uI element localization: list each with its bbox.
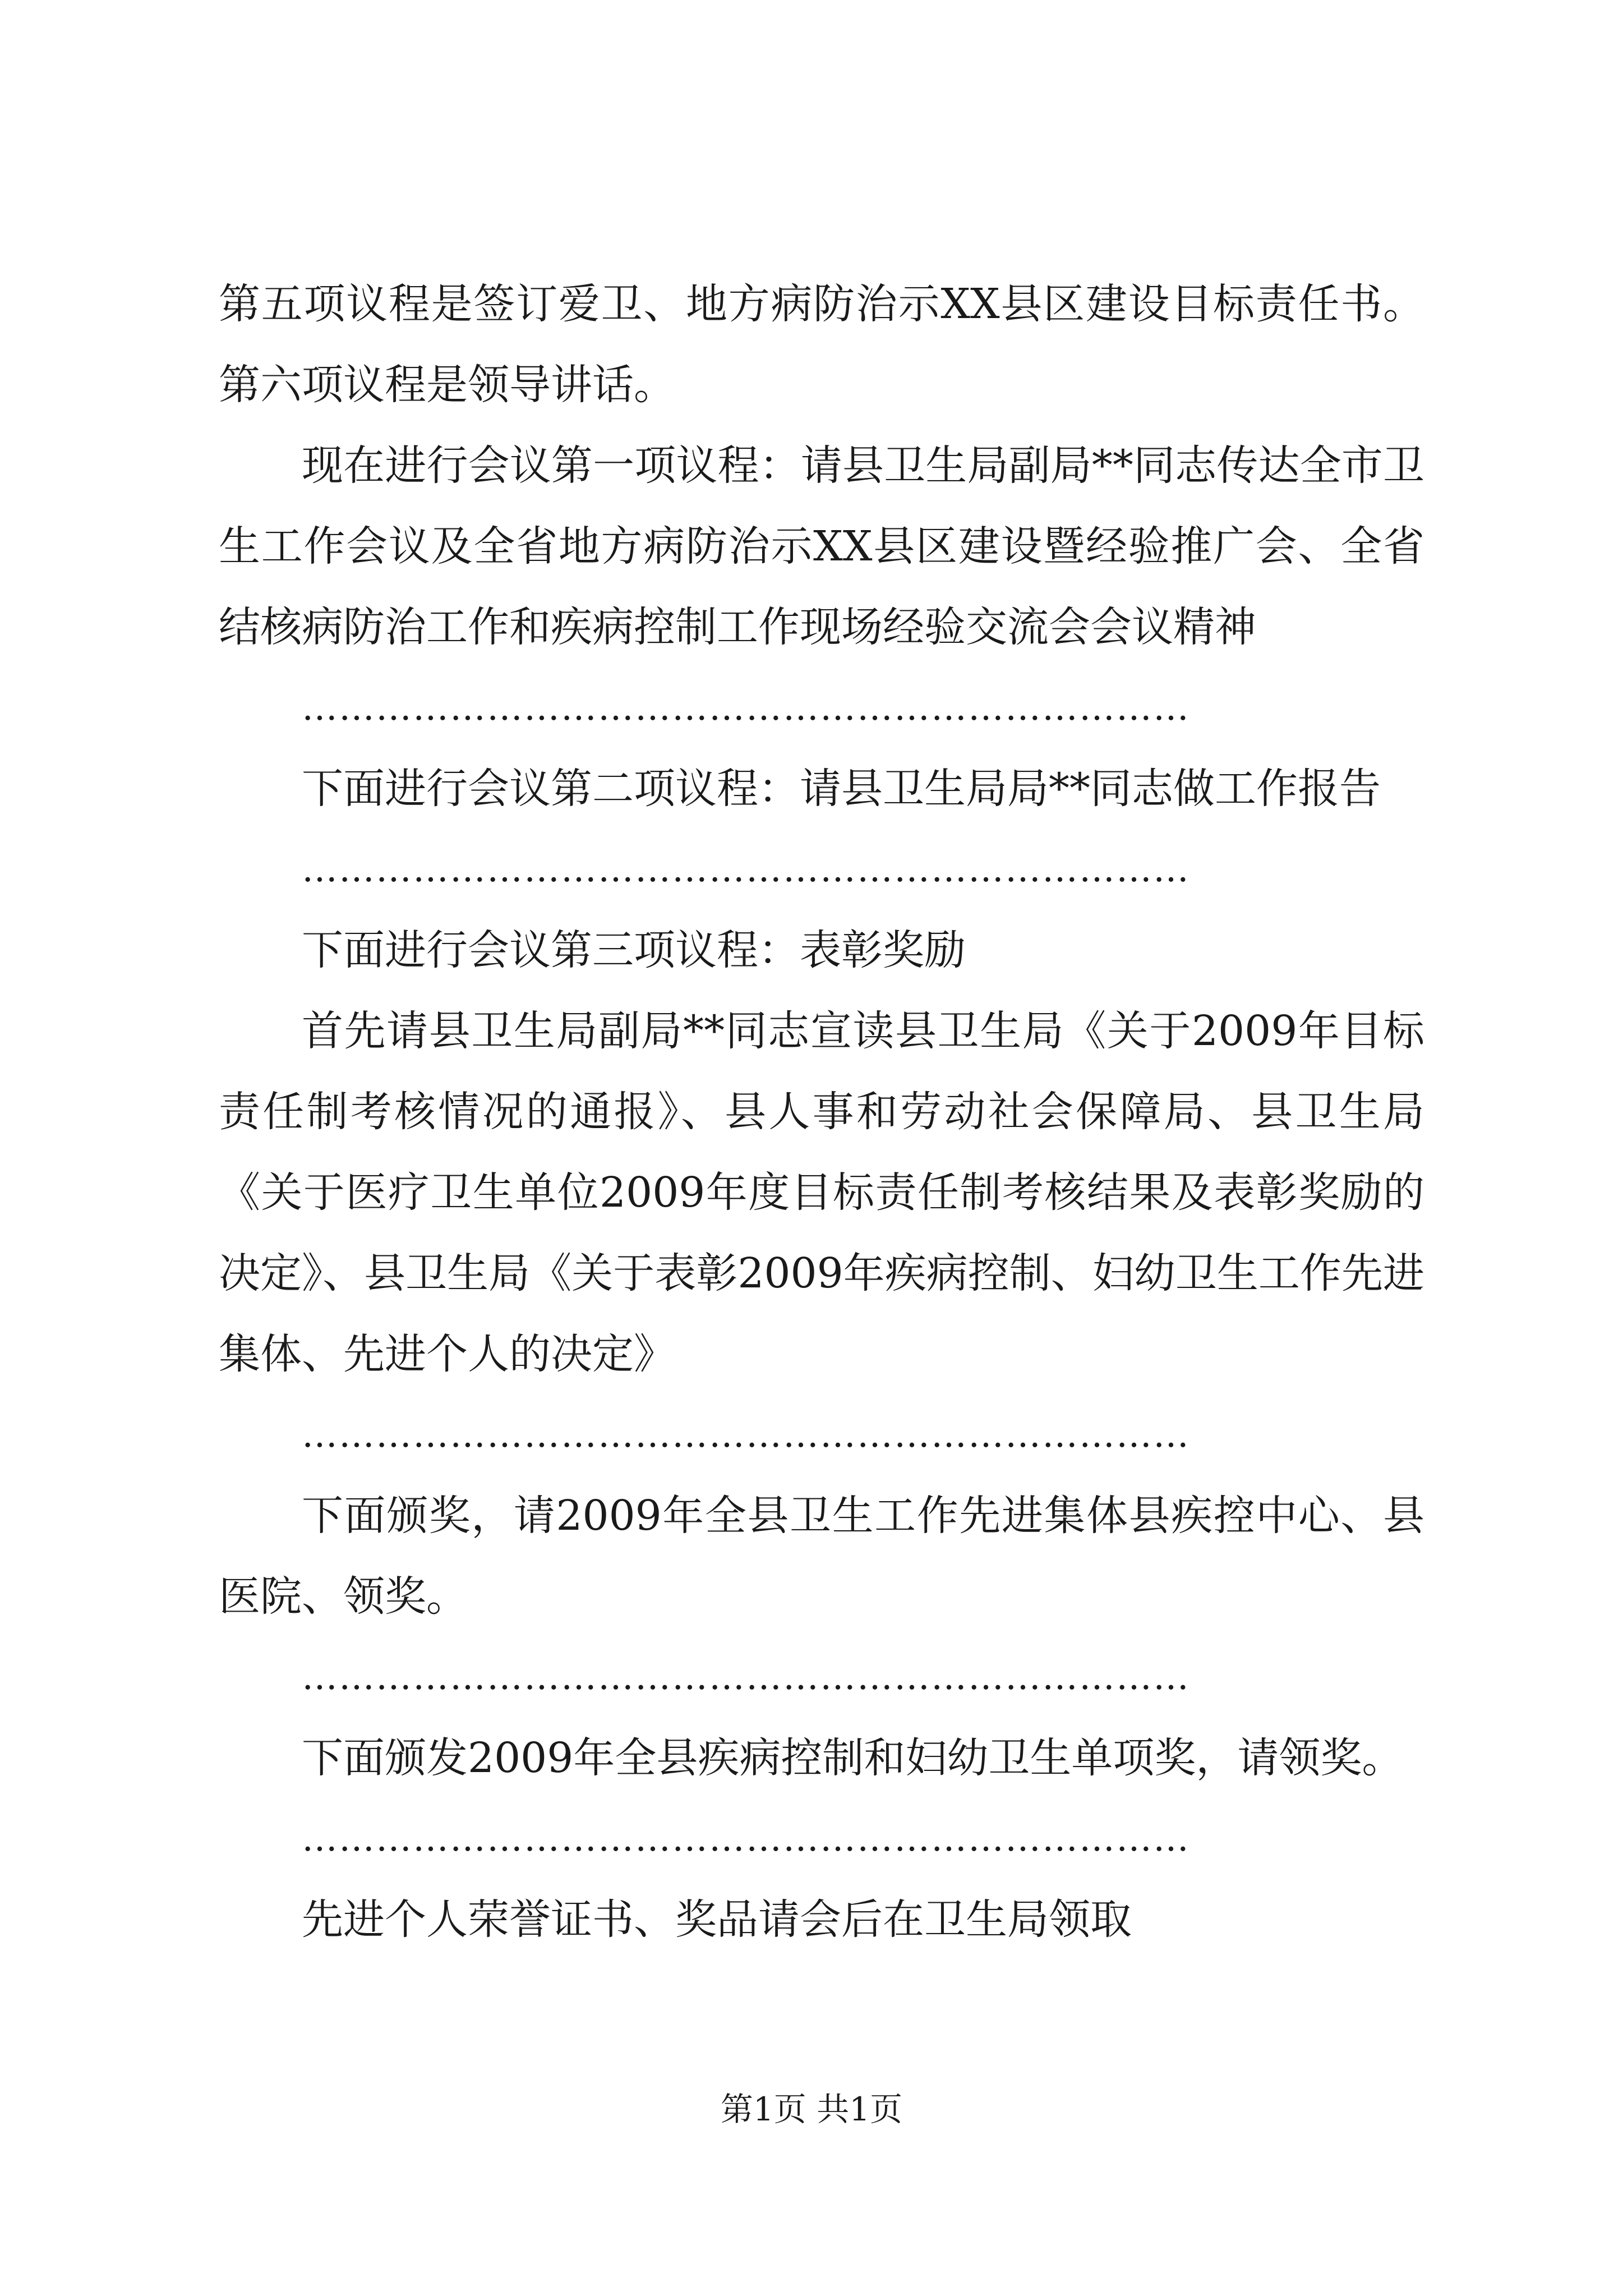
paragraph-agenda-item-1: 现在进行会议第一项议程：请县卫生局副局**同志传达全市卫生工作会议及全省地方病防治示XX县区建设暨经验推广会、全省结核病防治工作和疾病控制工作现场经验交流会会议精神	[219, 441, 1424, 651]
page-footer	[0, 2087, 1623, 2132]
paragraph-agenda-item-3: 下面进行会议第三项议程：表彰奖励	[302, 926, 966, 974]
document-body	[219, 264, 1424, 1960]
ellipsis-divider: ………………………………………………………………	[302, 1657, 1190, 1698]
ellipsis-divider: ………………………………………………………………	[302, 849, 1190, 890]
paragraph-commendation-reading: 首先请县卫生局副局**同志宣读县卫生局《关于2009年目标责任制考核情况的通报》、县人事和劳动社会保障局、县卫生局《关于医疗卫生单位2009年度目标责任制考核结果及表彰奖励的决定》、县卫生局《关于表彰2009年疾病控制、妇幼卫生工作先进集体、先进个人的决定》	[219, 1007, 1424, 1378]
paragraph-award-collective: 下面颁奖，请2009年全县卫生工作先进集体县疾控中心、县医院、领奖。	[219, 1492, 1424, 1621]
paragraph-individual-certificates: 先进个人荣誉证书、奖品请会后在卫生局领取	[302, 1895, 1132, 1944]
ellipsis-divider: ………………………………………………………………	[302, 1414, 1190, 1456]
page-number-label: 第1页 共1页	[720, 2090, 903, 2128]
ellipsis-divider: ………………………………………………………………	[302, 1818, 1190, 1860]
paragraph-agenda-5-6: 第五项议程是签订爱卫、地方病防治示XX县区建设目标责任书。第六项议程是领导讲话。	[219, 280, 1424, 409]
ellipsis-divider: ………………………………………………………………	[302, 687, 1190, 729]
paragraph-agenda-item-2: 下面进行会议第二项议程：请县卫生局局**同志做工作报告	[302, 765, 1381, 813]
paragraph-award-single-item: 下面颁发2009年全县疾病控制和妇幼卫生单项奖，请领奖。	[302, 1734, 1404, 1782]
